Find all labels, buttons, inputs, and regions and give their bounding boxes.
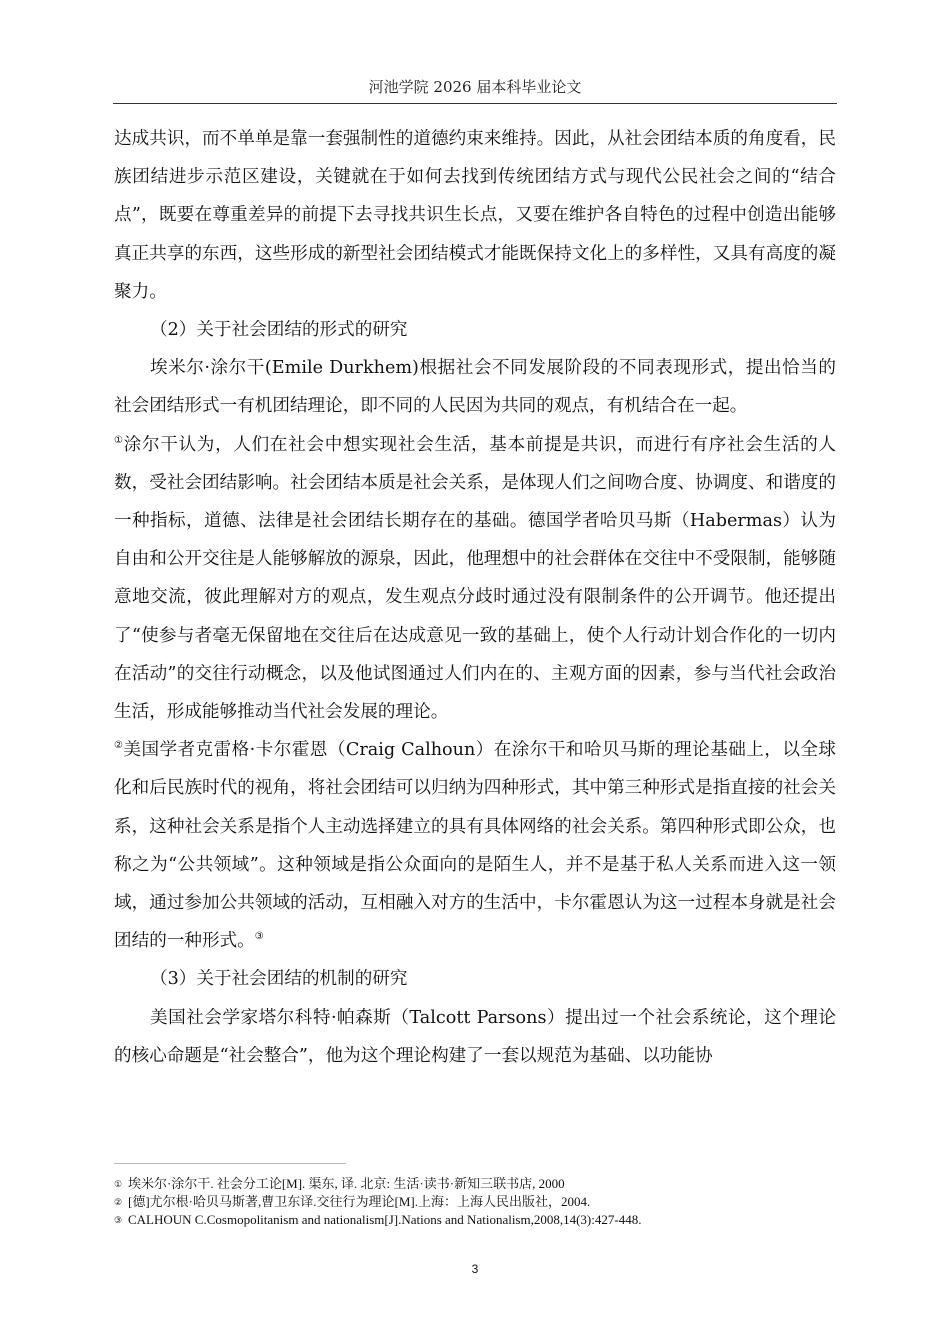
- footnote-ref-3[interactable]: ③: [254, 931, 264, 943]
- page-header: 河池学院 2026 届本科毕业论文: [368, 78, 582, 96]
- paragraph-forms: [114, 349, 836, 960]
- body-text: [114, 120, 836, 1075]
- footnotes: [114, 1175, 836, 1229]
- footnote-text-1: 埃米尔·涂尔干. 社会分工论[M]. 渠东, 译. 北京: 生活·读书·新知三联书店, 2000: [128, 1176, 565, 1191]
- paragraph-forms-part-c: 美国学者克雷格·卡尔霍恩（Craig Calhoun）在涂尔干和哈贝马斯的理论基础上，以全球化和后民族时代的视角，将社会团结可以归纳为四种形式，其中第三种形式是指直接的社会关系，这种社会关系是指个人主动选择建立的具有具体网络的社会关系。第四种形式即公众，也称之为“公共领域”。这种领域是指公众面向的是陌生人，并不是基于私人关系而进入这一领域，通过参加公共领域的活动，互相融入对方的生活中，卡尔霍恩认为这一过程本身就是社会团结的一种形式。: [114, 740, 836, 952]
- footnote-2: [114, 1193, 836, 1211]
- paragraph-mechanism: 美国社会学家塔尔科特·帕森斯（Talcott Parsons）提出过一个社会系统论，这个理论的核心命题是“社会整合”，他为这个理论构建了一套以规范为基础、以功能协: [114, 1007, 836, 1066]
- section-heading-mechanism: （3）关于社会团结的机制的研究: [150, 969, 408, 990]
- footnote-3: [114, 1211, 836, 1229]
- paragraph-1: 达成共识，而不单单是靠一套强制性的道德约束来维持。因此，从社会团结本质的角度看，民族团结进步示范区建设，关键就在于如何去找到传统团结方式与现代公民社会之间的“结合点”，既要在尊重差异的前提下去寻找共识生长点，又要在维护各自特色的过程中创造出能够真正共享的东西，这些形成的新型社会团结模式才能既保持文化上的多样性，又具有高度的凝聚力。: [114, 129, 836, 302]
- footnote-mark-3: ③: [114, 1215, 123, 1225]
- footnote-1: [114, 1175, 836, 1193]
- footnote-mark-1: ①: [114, 1179, 123, 1189]
- footnote-ref-2[interactable]: ②: [114, 740, 124, 752]
- footnote-ref-1[interactable]: ①: [114, 434, 124, 446]
- footnote-divider: [114, 1163, 346, 1164]
- footnote-text-3: CALHOUN C.Cosmopolitanism and nationalism[J].Nations and Nationalism,2008,14(3):427-448.: [128, 1212, 642, 1227]
- paragraph-forms-part-a: 埃米尔·涂尔干(Emile Durkhem)根据社会不同发展阶段的不同表现形式，提出恰当的社会团结形式一有机团结理论，即不同的人民因为共同的观点，有机结合在一起。: [114, 358, 836, 417]
- header-divider: [113, 103, 837, 104]
- page-number: 3: [471, 1262, 479, 1276]
- footnote-text-2: [德]尤尔根·哈贝马斯著,曹卫东译.交往行为理论[M].上海：上海人民出版社，2004.: [128, 1194, 591, 1209]
- section-heading-forms: （2）关于社会团结的形式的研究: [150, 320, 408, 341]
- paragraph-forms-part-b: 涂尔干认为，人们在社会中想实现社会生活，基本前提是共识，而进行有序社会生活的人数，受社会团结影响。社会团结本质是社会关系，是体现人们之间吻合度、协调度、和谐度的一种指标，道德、法律是社会团结长期存在的基础。德国学者哈贝马斯（Habermas）认为自由和公开交往是人能够解放的源泉，因此，他理想中的社会群体在交往中不受限制，能够随意地交流，彼此理解对方的观点，发生观点分歧时通过没有限制条件的公开调节。他还提出了“使参与者毫无保留地在交往后在达成意见一致的基础上，使个人行动计划合作化的一切内在活动”的交往行动概念，以及他试图通过人们内在的、主观方面的因素，参与当代社会政治生活，形成能够推动当代社会发展的理论。: [114, 434, 836, 723]
- footnote-mark-2: ②: [114, 1197, 123, 1207]
